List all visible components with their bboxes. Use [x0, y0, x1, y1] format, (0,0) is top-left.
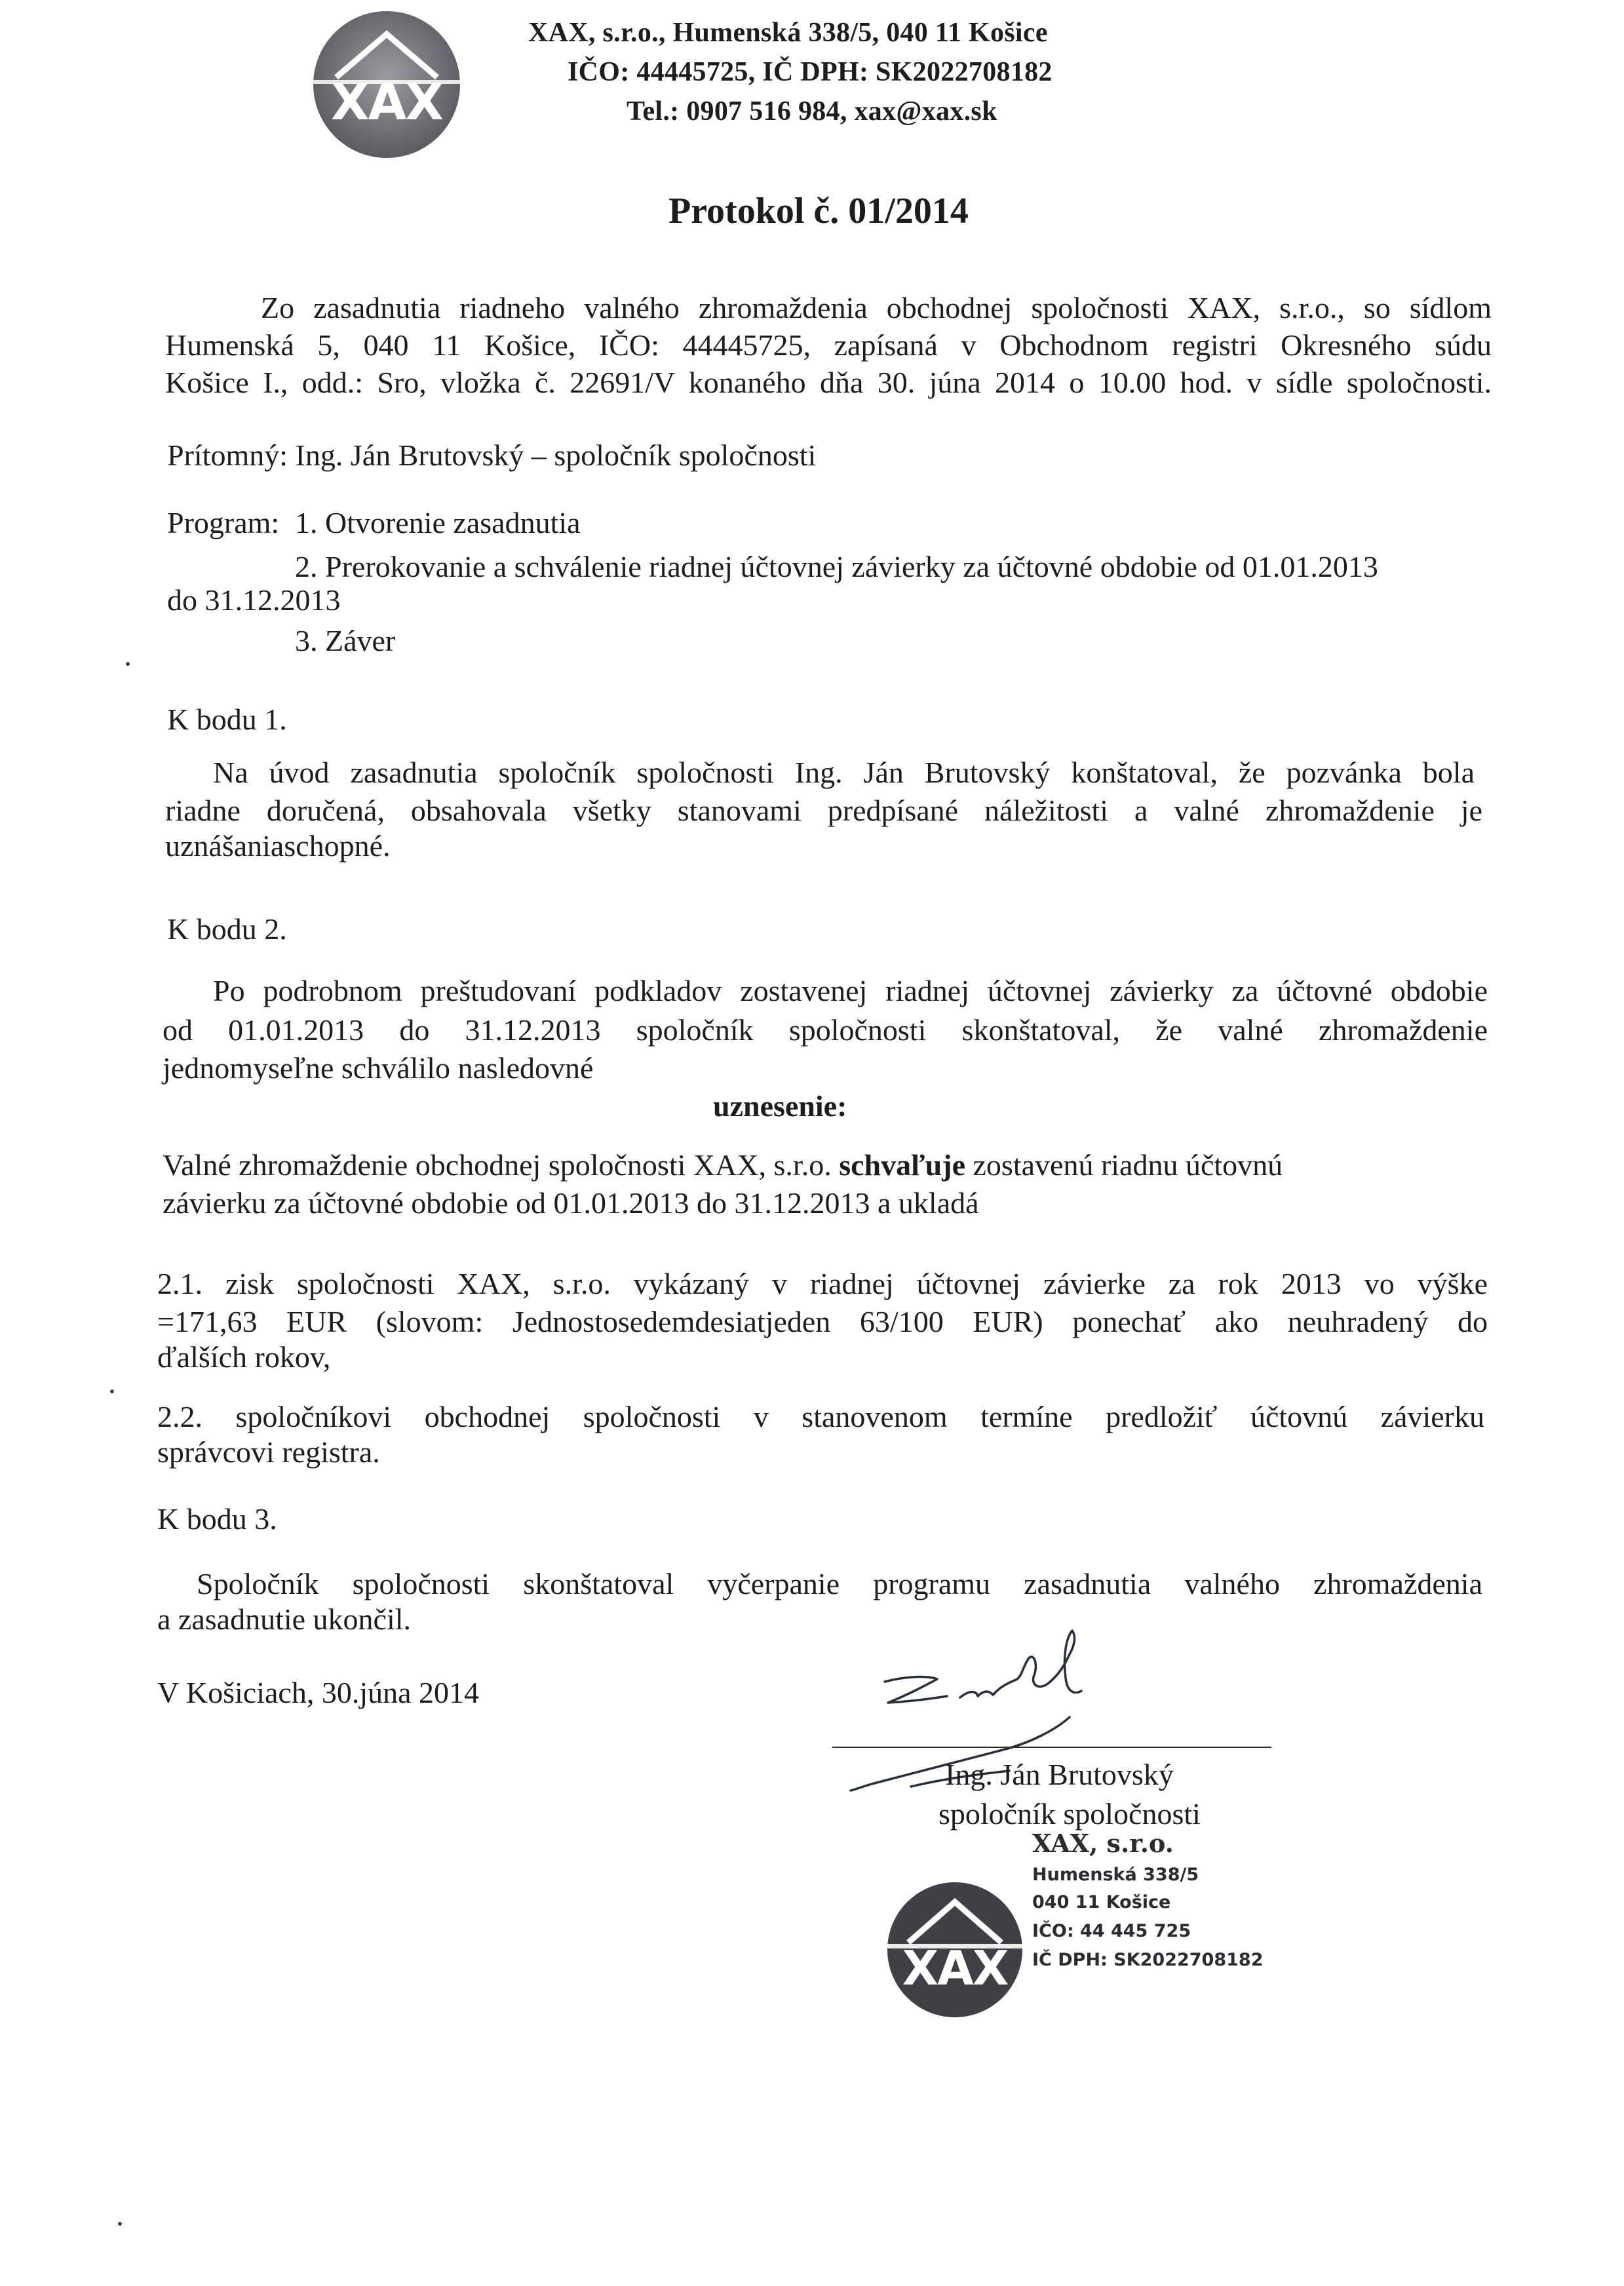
item-2-1-line-3: ďalších rokov,: [157, 1340, 331, 1374]
item-2-1-line-2: =171,63 EUR (slovom: Jednostosedemdesiatjeden 63/100 EUR) ponechať ako neuhradený do: [157, 1305, 1488, 1338]
point-1-heading: K bodu 1.: [167, 703, 287, 736]
stamp-city: 040 11 Košice: [1032, 1892, 1171, 1912]
resolution-label: uznesenie:: [713, 1089, 847, 1123]
stamp-logo: [886, 1881, 1024, 2019]
intro-line-2: Humenská 5, 040 11 Košice, IČO: 44445725, zapísaná v Obchodnom registri Okresného súdu: [165, 328, 1492, 362]
signatory-role: spoločník spoločnosti: [938, 1797, 1201, 1831]
stamp-ico: IČO: 44 445 725: [1032, 1921, 1191, 1941]
header-contact: Tel.: 0907 516 984, xax@xax.sk: [627, 96, 997, 126]
item-2-2-line-2: správcovi registra.: [157, 1435, 380, 1469]
point-1-line-1: Na úvod zasadnutia spoločník spoločnosti Ing. Ján Brutovský konštatoval, že pozvánka bola: [213, 756, 1475, 789]
point-2-line-3: jednomyseľne schválilo nasledovné: [163, 1051, 594, 1085]
scan-speck: [126, 662, 130, 666]
item-2-1-line-1: 2.1. zisk spoločnosti XAX, s.r.o. vykázaný v riadnej účtovnej závierke za rok 2013 vo výške: [157, 1267, 1488, 1300]
scan-speck: [118, 2222, 122, 2226]
resolution-line-2: závierku za účtovné obdobie od 01.01.2013 do 31.12.2013 a ukladá: [163, 1186, 979, 1220]
stamp-address: Humenská 338/5: [1032, 1865, 1199, 1885]
present-line: Prítomný: Ing. Ján Brutovský – spoločník spoločnosti: [167, 438, 817, 472]
program-item-1: 1. Otvorenie zasadnutia: [295, 506, 581, 539]
signature-line: [832, 1747, 1271, 1748]
stamp-logo-text: XAX: [902, 1941, 1008, 1996]
header-company-ids: IČO: 44445725, IČ DPH: SK2022708182: [568, 57, 1053, 87]
intro-line-3: Košice I., odd.: Sro, vložka č. 22691/V konaného dňa 30. júna 2014 o 10.00 hod. v sídle spoločnosti.: [165, 366, 1492, 399]
program-item-3: 3. Záver: [295, 624, 396, 657]
point-3-heading: K bodu 3.: [157, 1502, 277, 1536]
stamp-company-name: XAX, s.r.o.: [1032, 1829, 1174, 1858]
point-3-line-1: Spoločník spoločnosti skonštatoval vyčerpanie programu zasadnutia valného zhromaždenia: [197, 1567, 1482, 1600]
program-item-2-continuation: do 31.12.2013: [167, 583, 341, 617]
point-2-heading: K bodu 2.: [167, 912, 287, 946]
resolution-line-1-part-c: zostavenú riadnu účtovnú: [973, 1148, 1283, 1182]
resolution-line-1: [163, 1150, 1283, 1180]
intro-line-1: Zo zasadnutia riadneho valného zhromaždenia obchodnej spoločnosti XAX, s.r.o., so sídlom: [261, 291, 1492, 324]
point-2-line-1: Po podrobnom preštudovaní podkladov zostavenej riadnej účtovnej závierky za účtovné obdobie: [213, 974, 1488, 1007]
company-logo: [311, 9, 462, 160]
scan-speck: [110, 1389, 114, 1393]
signatory-name: Ing. Ján Brutovský: [945, 1758, 1174, 1791]
document-title: Protokol č. 01/2014: [668, 191, 969, 231]
resolution-approves: schvaľuje: [839, 1148, 966, 1182]
point-2-line-2: od 01.01.2013 do 31.12.2013 spoločník spoločnosti skonštatoval, že valné zhromaždenie: [163, 1013, 1488, 1047]
point-1-line-2: riadne doručená, obsahovala všetky stanovami predpísané náležitosti a valné zhromaždenie je: [165, 794, 1482, 827]
resolution-line-1-part-a: Valné zhromaždenie obchodnej spoločnosti XAX, s.r.o.: [163, 1148, 832, 1182]
stamp-ic-dph: IČ DPH: SK2022708182: [1032, 1950, 1264, 1970]
place-date: V Košiciach, 30.júna 2014: [157, 1676, 480, 1709]
point-1-line-3: uznášaniaschopné.: [165, 829, 391, 862]
point-3-line-2: a zasadnutie ukončil.: [157, 1602, 412, 1636]
item-2-2-line-1: 2.2. spoločníkovi obchodnej spoločnosti v stanovenom termíne predložiť účtovnú závierku: [157, 1400, 1484, 1433]
program-label: Program:: [167, 506, 280, 539]
program-item-2: 2. Prerokovanie a schválenie riadnej účtovnej závierky za účtovné obdobie od 01.01.2013: [295, 550, 1378, 583]
company-logo-text: XAX: [330, 73, 443, 131]
header-company-address: XAX, s.r.o., Humenská 338/5, 040 11 Košice: [528, 18, 1048, 48]
